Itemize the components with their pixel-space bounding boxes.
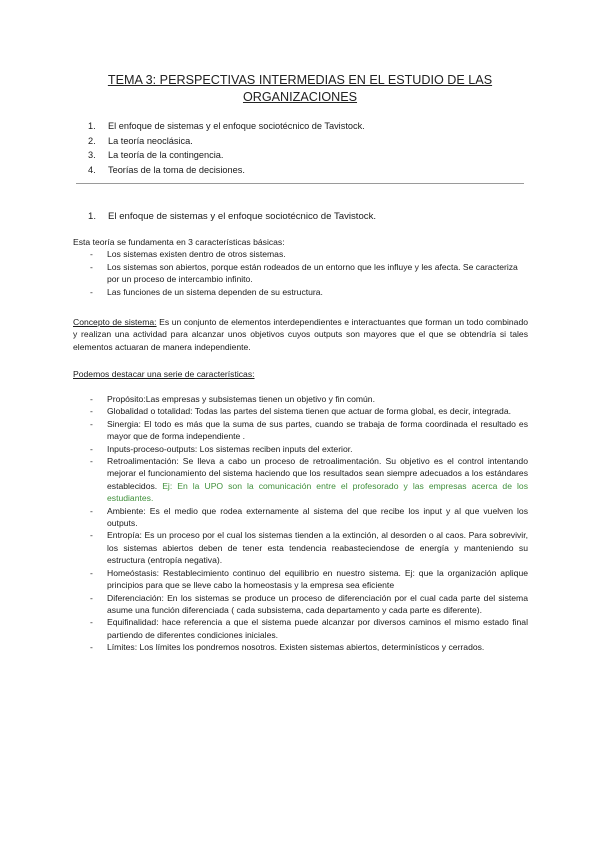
list-item: - Los sistemas son abiertos, porque están rodeados de un entorno que les influye y les afecta. Se caracteriza por un proceso de intercambio infinito. bbox=[73, 261, 528, 286]
features-list bbox=[73, 393, 528, 654]
feature-text: Diferenciación: En los sistemas se produce un proceso de diferenciación por el cual cada parte del sistema asume una función diferenciada ( cada subsistema, cada departamento y cada parte es diferente). bbox=[107, 592, 528, 615]
toc-item bbox=[88, 163, 365, 178]
toc-number: 1. bbox=[88, 121, 96, 131]
list-item bbox=[73, 567, 528, 592]
feature-text: Límites: Los límites los pondremos nosotros. Existen sistemas abiertos, determinísticos y cerrados. bbox=[107, 642, 485, 653]
toc-number: 3. bbox=[88, 150, 96, 161]
toc-text: La teoría neoclásica. bbox=[108, 135, 193, 146]
feature-text: Entropía: Es un proceso por el cual los sistemas tienden a la extinción, al desorden o al caos. Para sobrevivir, los sistemas abiertos deben de tener esta tendencia reabasteciendose de energía y manteniendo su estructura (entropía negativa). bbox=[107, 530, 528, 566]
feature-text: Propósito:Las empresas y subsistemas tienen un objetivo y fin común. bbox=[107, 394, 375, 404]
horizontal-divider bbox=[76, 183, 524, 184]
list-item bbox=[73, 405, 528, 417]
intro-block bbox=[73, 236, 528, 298]
section-heading bbox=[88, 210, 376, 224]
toc-item bbox=[88, 134, 365, 149]
title-line-2: ORGANIZACIONES bbox=[242, 90, 358, 104]
list-item bbox=[73, 443, 528, 455]
toc-number: 2. bbox=[88, 135, 96, 146]
list-item bbox=[73, 455, 528, 505]
list-item bbox=[73, 418, 528, 443]
feature-text: Inputs-proceso-outputs: Los sistemas reciben inputs del exterior. bbox=[107, 443, 353, 454]
toc-text: Teorías de la toma de decisiones. bbox=[108, 164, 245, 175]
page-title bbox=[60, 72, 540, 106]
section-number: 1. bbox=[88, 211, 97, 222]
concept-label: Concepto de sistema: bbox=[73, 317, 157, 327]
list-item bbox=[73, 616, 528, 641]
list-item bbox=[73, 505, 528, 530]
toc-number: 4. bbox=[88, 164, 96, 175]
feature-text: Retroalimentación: Se lleva a cabo un proceso de retroalimentación. Su objetivo es el control intentando mejorar el funcionamiento del sistema haciendo que los resultados sean siempre adecuados a los estándares establecidos. bbox=[107, 456, 528, 491]
toc-text: La teoría de la contingencia. bbox=[108, 150, 224, 161]
feature-text: Ambiente: Es el medio que rodea externamente al sistema del que recibe los input y al que vuelven los outputs. bbox=[107, 505, 528, 529]
title-line-1: TEMA 3: PERSPECTIVAS INTERMEDIAS EN EL ESTUDIO DE LAS bbox=[107, 73, 493, 87]
list-item bbox=[73, 641, 528, 653]
basics-list bbox=[73, 248, 528, 298]
intro-text: Esta teoría se fundamenta en 3 características básicas: bbox=[73, 237, 285, 247]
feature-text: Homeóstasis: Restablecimiento continuo del equilibrio en nuestro sistema. Ej: que la organización aplique principios para que se lleve cabo la homeostasis y la empresa sea eficiente bbox=[107, 567, 528, 591]
list-item bbox=[73, 529, 528, 566]
concept-paragraph bbox=[73, 316, 528, 353]
toc-item bbox=[88, 119, 365, 134]
table-of-contents bbox=[88, 119, 365, 177]
list-item bbox=[73, 393, 528, 405]
toc-text: El enfoque de sistemas y el enfoque sociotécnico de Tavistock. bbox=[108, 121, 365, 131]
example-note: Ej: En la UPO son la comunicación entre el profesorado y las empresas acerca de los estudiantes. bbox=[107, 480, 528, 504]
section-heading-text: El enfoque de sistemas y el enfoque sociotécnico de Tavistock. bbox=[108, 211, 377, 222]
features-heading: Podemos destacar una serie de características: bbox=[73, 369, 255, 379]
list-item: - Los sistemas existen dentro de otros sistemas. bbox=[73, 248, 528, 260]
feature-text: Sinergia: El todo es más que la suma de sus partes, cuando se trabaja de forma coordinada el resultado es mayor que de forma independiente . bbox=[107, 418, 528, 442]
toc-item bbox=[88, 148, 365, 163]
concept-text: Es un conjunto de elementos interdependientes e interactuantes que forman un todo combinado y realizan una actividad para alcanzar unos objetivos cuyos outputs son mayores que el que se obtendría si tales elementos actuaran de manera independiente. bbox=[73, 317, 528, 352]
list-item bbox=[73, 592, 528, 617]
feature-text: Globalidad o totalidad: Todas las partes del sistema tienen que actuar de forma global, es decir, integrada. bbox=[107, 406, 511, 417]
list-item: - Las funciones de un sistema dependen de su estructura. bbox=[73, 286, 528, 298]
features-block bbox=[73, 393, 528, 654]
feature-text: Equifinalidad: hace referencia a que el sistema puede alcanzar por diversos caminos el mismo estado final partiendo de diferentes condiciones iniciales. bbox=[107, 617, 528, 640]
